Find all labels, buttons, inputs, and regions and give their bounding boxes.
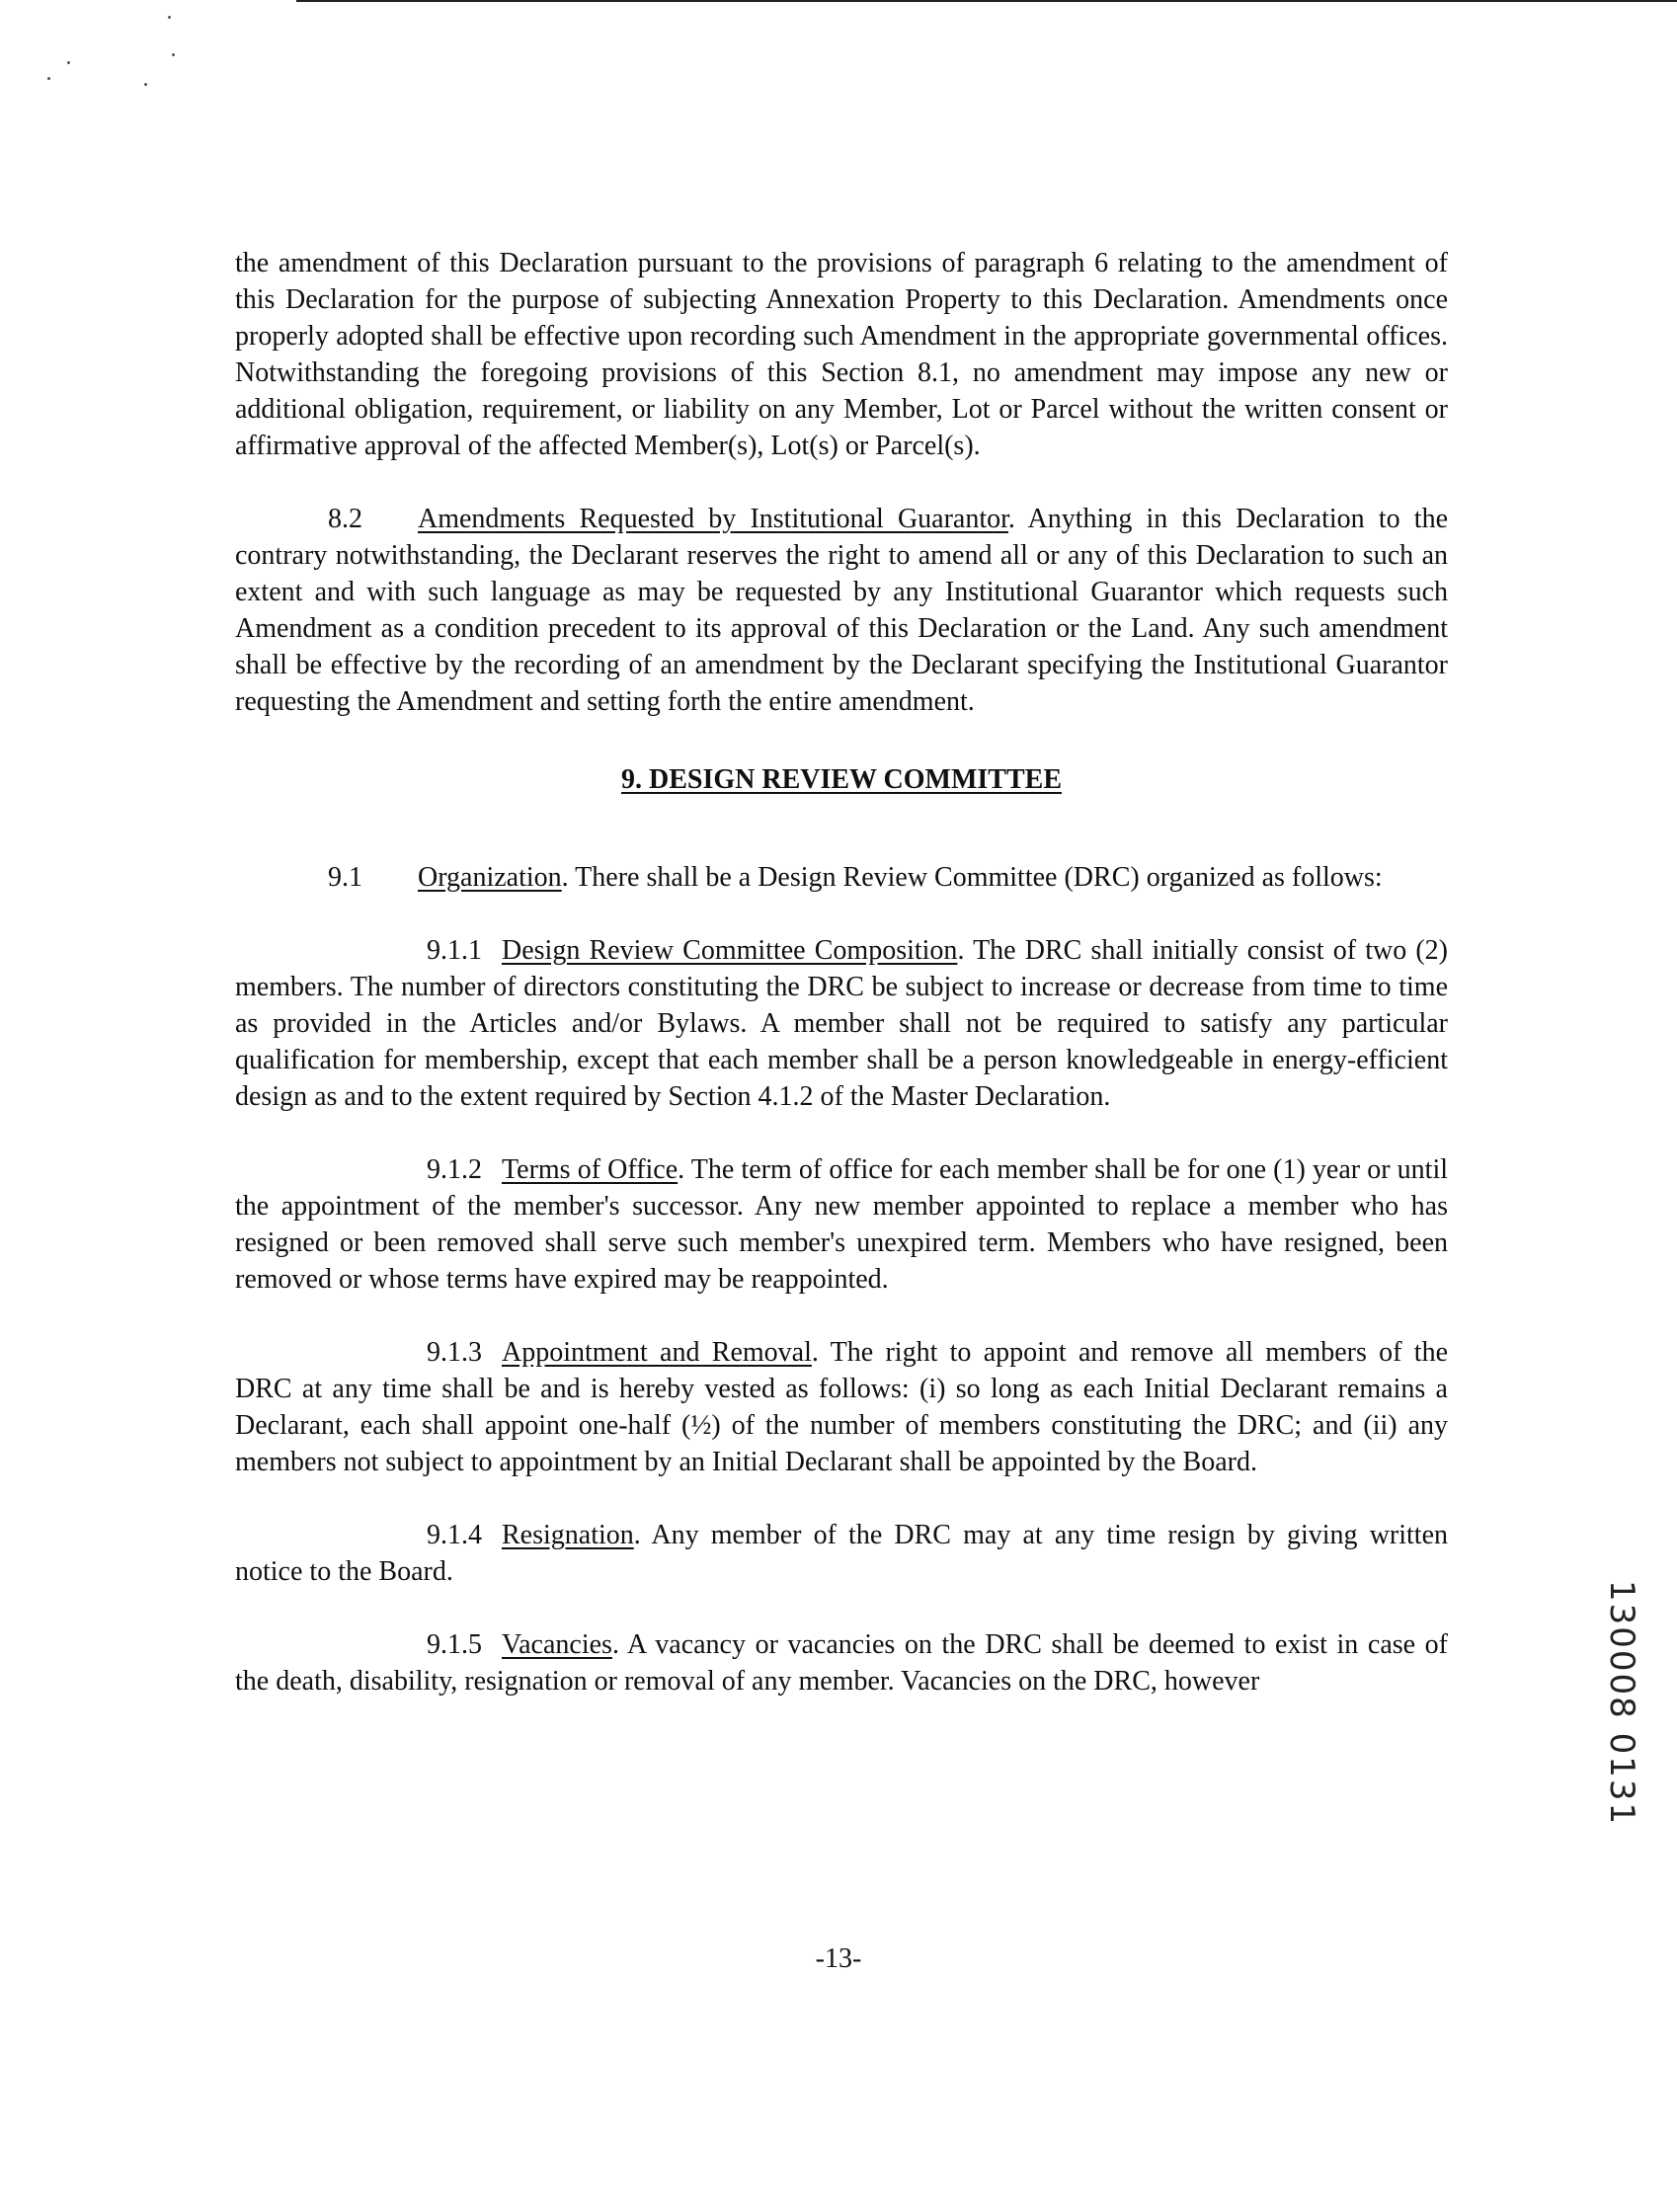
section-number: 9.1.5 — [427, 1629, 482, 1660]
section-9-1-1 — [235, 932, 1448, 1115]
section-title: Appointment and Removal — [502, 1337, 812, 1368]
section-9-1-3 — [235, 1334, 1448, 1480]
section-8-2 — [235, 501, 1448, 720]
scan-speck — [168, 16, 171, 19]
page-number: -13- — [815, 1943, 862, 1974]
section-number: 9.1.3 — [427, 1337, 482, 1368]
section-9-1 — [235, 859, 1448, 896]
section-body: . Any member of the DRC may at any time resign by giving written notice to the Board. — [235, 1520, 1448, 1587]
recording-stamp — [1602, 1580, 1647, 1856]
section-title: Amendments Requested by Institutional Guarantor — [418, 504, 1008, 534]
section-title: Design Review Committee Composition — [502, 935, 958, 966]
recording-stamp-text: 130008 0131 — [1602, 1580, 1641, 1827]
section-title: Vacancies — [502, 1629, 612, 1660]
section-9-1-2 — [235, 1151, 1448, 1298]
section-number: 9.1.1 — [427, 935, 482, 966]
section-9-1-5 — [235, 1626, 1448, 1699]
section-body: . Anything in this Declaration to the contrary notwithstanding, the Declarant reserves the right to amend all or any of this Declaration to such an extent and with such language as may be requested by any Institutional Guarantor which requests such Amendment as a condition precedent to its approval of this Declaration or the Land. Any such amendment shall be effective by the recording of an amendment by the Declarant specifying the Institutional Guarantor requesting the Amendment and setting forth the entire amendment. — [235, 504, 1448, 717]
section-body: . A vacancy or vacancies on the DRC shall be deemed to exist in case of the death, disability, resignation or removal of any member. Vacancies on the DRC, however — [235, 1629, 1448, 1697]
document-page — [235, 245, 1448, 1699]
scan-speck — [172, 53, 175, 56]
section-body: . The term of office for each member shall be for one (1) year or until the appointment of the member's successor. Any new member appointed to replace a member who has resigned or been removed shall serve such member's unexpired term. Members who have resigned, been removed or whose terms have expired may be reappointed. — [235, 1154, 1449, 1295]
section-number: 9.1 — [328, 862, 362, 893]
section-body: . The right to appoint and remove all members of the DRC at any time shall be and is hereby vested as follows: (i) so long as each Initial Declarant remains a Declarant, each shall appoint one-half (½) of the number of members constituting the DRC; and (ii) any members not subject to appointment by an Initial Declarant shall be appointed by the Board. — [235, 1337, 1448, 1477]
section-number: 8.2 — [328, 504, 362, 534]
section-body: . There shall be a Design Review Committee (DRC) organized as follows: — [561, 862, 1383, 893]
section-number: 9.1.4 — [427, 1520, 482, 1550]
section-9-heading: 9. DESIGN REVIEW COMMITTEE — [620, 764, 1062, 795]
section-body: . The DRC shall initially consist of two (2) members. The number of directors constituting the DRC be subject to increase or decrease from time to time as provided in the Articles and/or Bylaws. A member shall not be required to satisfy any particular qualification for membership, except that each member shall be a person knowledgeable in energy-efficient design as and to the extent required by Section 4.1.2 of the Master Declaration. — [235, 935, 1448, 1112]
section-title: Resignation — [502, 1520, 634, 1550]
section-title: Organization — [418, 862, 562, 893]
scan-speck — [67, 61, 70, 64]
section-title: Terms of Office — [502, 1154, 679, 1185]
top-scan-rule — [296, 0, 1677, 2]
scan-speck — [144, 83, 147, 86]
section-number: 9.1.2 — [427, 1154, 482, 1185]
section-9-1-4 — [235, 1517, 1448, 1590]
paragraph-8-1-continued: the amendment of this Declaration pursuant to the provisions of paragraph 6 relating to the amendment of this Declaration for the purpose of subjecting Annexation Property to this Declaration. Amendments once properly adopted shall be effective upon recording such Amendment in the appropriate governmental offices. Notwithstanding the foregoing provisions of this Section 8.1, no amendment may impose any new or additional obligation, requirement, or liability on any Member, Lot or Parcel without the written consent or affirmative approval of the affected Member(s), Lot(s) or Parcel(s). — [235, 248, 1448, 461]
scan-speck — [47, 77, 50, 80]
